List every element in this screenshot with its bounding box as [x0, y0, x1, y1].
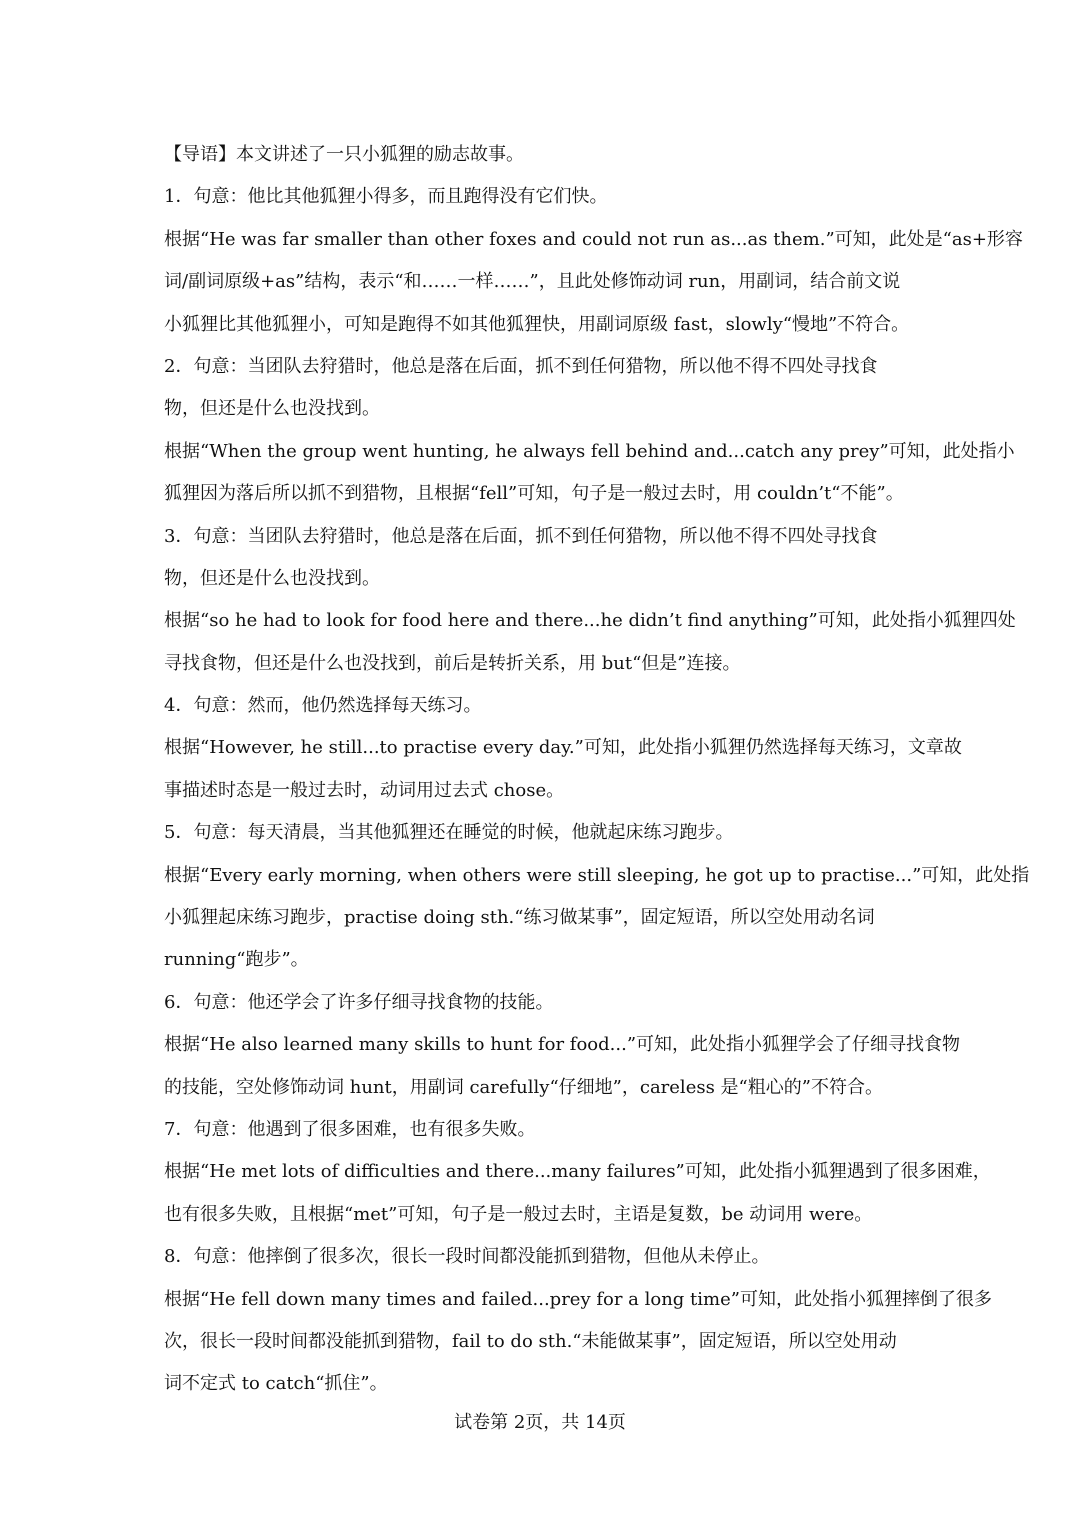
q5-translation: 5．句意：每天清晨，当其他狐狸还在睡觉的时候，他就起床练习跑步。	[164, 822, 734, 844]
q5-explanation-line-1: 根据“Every early morning, when others were still sleeping, he got up to practise...”可知，此处指	[164, 864, 1030, 886]
q1-explanation-line-3: 小狐狸比其他狐狸小，可知是跑得不如其他狐狸快，用副词原级 fast，slowly“慢地”不符合。	[164, 313, 910, 335]
q8-explanation-line-1: 根据“He fell down many times and failed...prey for a long time”可知，此处指小狐狸摔倒了很多	[164, 1288, 992, 1310]
q4-explanation-line-2: 事描述时态是一般过去时，动词用过去式 chose。	[164, 779, 565, 801]
q4-explanation-line-1: 根据“However, he still...to practise every day.”可知，此处指小狐狸仍然选择每天练习，文章故	[164, 737, 962, 759]
q8-explanation-line-3: 词不定式 to catch“抓住”。	[164, 1373, 388, 1395]
q7-explanation-line-2: 也有很多失败，且根据“met”可知，句子是一般过去时，主语是复数，be 动词用 were。	[164, 1203, 873, 1225]
q7-translation: 7．句意：他遇到了很多困难，也有很多失败。	[164, 1118, 536, 1140]
q3-explanation-line-1: 根据“so he had to look for food here and there...he didn’t find anything”可知，此处指小狐狸四处	[164, 610, 1016, 632]
q1-explanation-line-2: 词/副词原级+as”结构，表示“和……一样……”，且此处修饰动词 run，用副词，结合前文说	[164, 271, 901, 293]
q2-translation-line-2: 物，但还是什么也没找到。	[164, 398, 380, 420]
q6-translation: 6．句意：他还学会了许多仔细寻找食物的技能。	[164, 991, 554, 1013]
document-body	[164, 134, 1030, 1406]
q4-translation: 4．句意：然而，他仍然选择每天练习。	[164, 695, 482, 717]
q5-explanation-line-2: 小狐狸起床练习跑步，practise doing sth.“练习做某事”，固定短语，所以空处用动名词	[164, 907, 875, 929]
q8-explanation-line-2: 次，很长一段时间都没能抓到猎物，fail to do sth.“未能做某事”，固定短语，所以空处用动	[164, 1330, 897, 1352]
q7-explanation-line-1: 根据“He met lots of difficulties and there...many failures”可知，此处指小狐狸遇到了很多困难，	[164, 1161, 991, 1183]
q3-explanation-line-2: 寻找食物，但还是什么也没找到，前后是转折关系，用 but“但是”连接。	[164, 652, 741, 674]
q6-explanation-line-2: 的技能，空处修饰动词 hunt，用副词 carefully“仔细地”，careless 是“粗心的”不符合。	[164, 1076, 883, 1098]
q6-explanation-line-1: 根据“He also learned many skills to hunt for food...”可知，此处指小狐狸学会了仔细寻找食物	[164, 1034, 961, 1056]
q5-explanation-line-3: running“跑步”。	[164, 949, 309, 971]
q2-explanation-line-2: 狐狸因为落后所以抓不到猎物，且根据“fell”可知，句子是一般过去时，用 couldn’t“不能”。	[164, 483, 904, 505]
q2-explanation-line-1: 根据“When the group went hunting, he always fell behind and...catch any prey”可知，此处指小	[164, 440, 1015, 462]
page-footer: 试卷第 2页，共 14页	[454, 1412, 626, 1433]
q3-translation-line-2: 物，但还是什么也没找到。	[164, 567, 380, 589]
q1-explanation-line-1: 根据“He was far smaller than other foxes and could not run as...as them.”可知，此处是“as+形容	[164, 228, 1023, 250]
q2-translation-line-1: 2．句意：当团队去狩猎时，他总是落在后面，抓不到任何猎物，所以他不得不四处寻找食	[164, 355, 878, 377]
q3-translation-line-1: 3．句意：当团队去狩猎时，他总是落在后面，抓不到任何猎物，所以他不得不四处寻找食	[164, 525, 878, 547]
intro-line: 【导语】本文讲述了一只小狐狸的励志故事。	[164, 144, 524, 165]
q1-translation: 1．句意：他比其他狐狸小得多，而且跑得没有它们快。	[164, 186, 608, 208]
q8-translation: 8．句意：他摔倒了很多次，很长一段时间都没能抓到猎物，但他从未停止。	[164, 1246, 770, 1268]
